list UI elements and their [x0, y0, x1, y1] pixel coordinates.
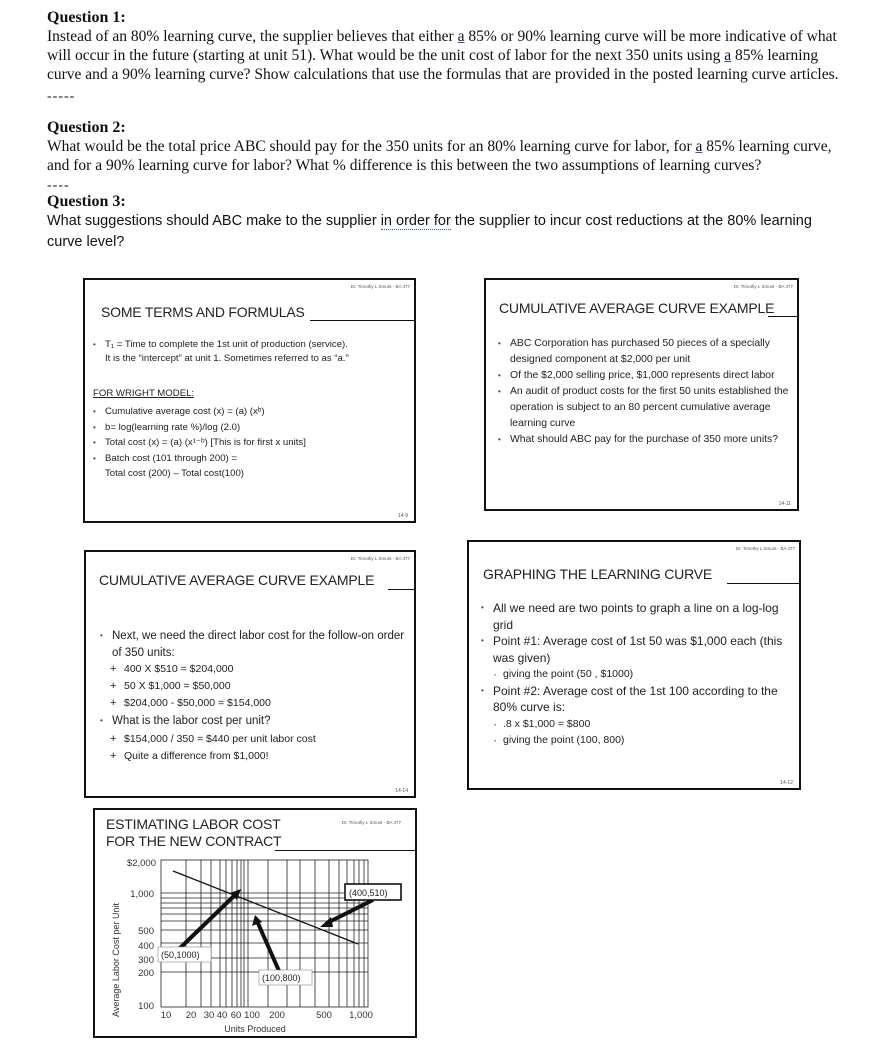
slide-cumulative-example-1	[484, 278, 799, 511]
svg-text:200: 200	[138, 968, 154, 979]
svg-text:1,000: 1,000	[130, 889, 154, 900]
question-2-title: Question 2:	[47, 119, 126, 136]
bullet-item: • An audit of product costs for the first 50 units established the operation is subject to an 80 percent cumulative average learning curve	[498, 384, 793, 432]
sub-item: · .8 x $1,000 = $800	[481, 716, 797, 733]
bullet-item: • Batch cost (101 through 200) =	[93, 451, 411, 467]
svg-text:30: 30	[203, 1010, 215, 1021]
bullet-item: • All we need are two points to graph a line on a log-log grid	[481, 600, 797, 633]
slide-number: 14-9	[397, 513, 408, 519]
svg-text:400: 400	[138, 941, 154, 952]
svg-text:1,000: 1,000	[349, 1010, 373, 1021]
title-underline	[388, 589, 416, 590]
learning-curve-chart	[95, 810, 419, 1040]
slide-author: Dr. Timothy L Smunt - BA 477	[341, 820, 401, 825]
bullet-item: • What is the labor cost per unit?	[100, 713, 410, 730]
slide-estimating-labor-cost	[93, 808, 417, 1038]
svg-text:500: 500	[138, 926, 154, 937]
question-1-title: Question 1:	[47, 9, 126, 26]
svg-text:40: 40	[216, 1010, 228, 1021]
sub-item: + 50 X $1,000 = $50,000	[100, 678, 410, 695]
svg-text:20: 20	[185, 1010, 197, 1021]
slide-cumulative-example-2	[84, 550, 416, 798]
slide-number: 14-12	[780, 780, 793, 786]
label-400-510: (400,510)	[349, 888, 388, 898]
slide-title: GRAPHING THE LEARNING CURVE	[483, 566, 713, 582]
bullet-item: • Next, we need the direct labor cost for the follow-on order of 350 units:	[100, 628, 410, 661]
title-underline	[310, 320, 416, 321]
sub-item: · giving the point (100, 800)	[481, 732, 797, 749]
bullet-item: • Of the $2,000 selling price, $1,000 represents direct labor	[498, 368, 793, 384]
slide-graphing-curve	[467, 540, 801, 790]
question-3-text: What suggestions should ABC make to the supplier in order for the supplier to incur cost reductions at the 80% learning curve level?	[47, 213, 812, 250]
slide-title: CUMULATIVE AVERAGE CURVE EXAMPLE	[499, 300, 775, 316]
question-1-text: Instead of an 80% learning curve, the supplier believes that either a 85% or 90% learning curve will be more indicative of what will occur in the future (starting at unit 51). What would be the unit cost of labor for the next 350 units using a 85% learning curve and a 90% learning curve? Show calculations that use the formulas that are provided in the posted learning curve articles.	[47, 28, 839, 83]
bullet-item: • Point #2: Average cost of the 1st 100 according to the 80% curve is:	[481, 683, 797, 716]
slide-number: 14-11	[778, 501, 791, 507]
bullet-item: • b= log(learning rate %)/log (2.0)	[93, 420, 411, 436]
svg-text:100: 100	[138, 1001, 154, 1012]
label-50-1000: (50,1000)	[161, 950, 200, 960]
slide-title: ESTIMATING LABOR COST FOR THE NEW CONTRACT	[106, 816, 282, 849]
slide-title: SOME TERMS AND FORMULAS	[101, 304, 305, 320]
bullet-continuation: Total cost (200) – Total cost(100)	[105, 468, 245, 479]
slide-number: 14-14	[395, 788, 408, 794]
separator: -----	[47, 89, 76, 104]
bullet-item: • Point #1: Average cost of 1st 50 was $1,000 each (this was given)	[481, 633, 797, 666]
bullet-item: • Cumulative average cost (x) = (a) (xᵇ)	[93, 404, 411, 420]
slide-title: CUMULATIVE AVERAGE CURVE EXAMPLE	[99, 572, 375, 588]
svg-text:200: 200	[269, 1010, 285, 1021]
sub-item: · giving the point (50 , $1000)	[481, 666, 797, 683]
bullet-item: • What should ABC pay for the purchase of 350 more units?	[498, 432, 793, 448]
sub-item: + $154,000 / 350 = $440 per unit labor cost	[100, 731, 410, 748]
svg-text:60: 60	[230, 1010, 242, 1021]
y-axis-label: Average Labor Cost per Unit	[111, 903, 121, 1017]
svg-text:Units Produced: Units Produced	[224, 1024, 286, 1034]
sub-item: + Quite a difference from $1,000!	[100, 748, 410, 765]
bullet-item: • Total cost (x) = (a) (x¹⁻ᵇ) [This is for first x units]	[93, 435, 411, 451]
sub-item: + 400 X $510 = $204,000	[100, 661, 410, 678]
wright-model-heading: FOR WRIGHT MODEL:	[93, 388, 195, 399]
svg-text:300: 300	[138, 955, 154, 966]
title-underline	[727, 583, 801, 584]
slide-author: Dr. Timothy L Smunt - BA 477	[350, 556, 410, 561]
slide-terms-formulas	[83, 278, 416, 523]
question-2-text: What would be the total price ABC should pay for the 350 units for an 80% learning curve for labor, for a 85% learning curve, and for a 90% learning curve for labor? What % difference is this between the two assumptions of learning curves?	[47, 138, 832, 174]
slide-author: Dr. Timothy L Smunt - BA 477	[350, 284, 410, 289]
question-3-title: Question 3:	[47, 193, 126, 210]
slide-author: Dr. Timothy L Smunt - BA 477	[733, 284, 793, 289]
svg-text:500: 500	[316, 1010, 332, 1021]
svg-text:100: 100	[244, 1010, 260, 1021]
separator: ----	[47, 178, 70, 193]
svg-text:10: 10	[160, 1010, 172, 1021]
label-100-800: (100,800)	[262, 973, 301, 983]
title-underline	[768, 316, 799, 317]
slide-author: Dr. Timothy L Smunt - BA 477	[735, 546, 795, 551]
question-2	[47, 118, 847, 193]
svg-text:$2,000: $2,000	[126, 858, 156, 869]
bullet-item: • ABC Corporation has purchased 50 pieces of a specially designed component at $2,000 per unit	[498, 336, 793, 368]
sub-item: + $204,000 - $50,000 = $154,000	[100, 695, 410, 712]
question-1	[47, 8, 847, 104]
question-3	[47, 192, 847, 253]
bullet-item: • T₁ = Time to complete the 1st unit of production (service). It is the “intercept” at unit 1. Sometimes referred to as “a.”	[93, 338, 411, 366]
